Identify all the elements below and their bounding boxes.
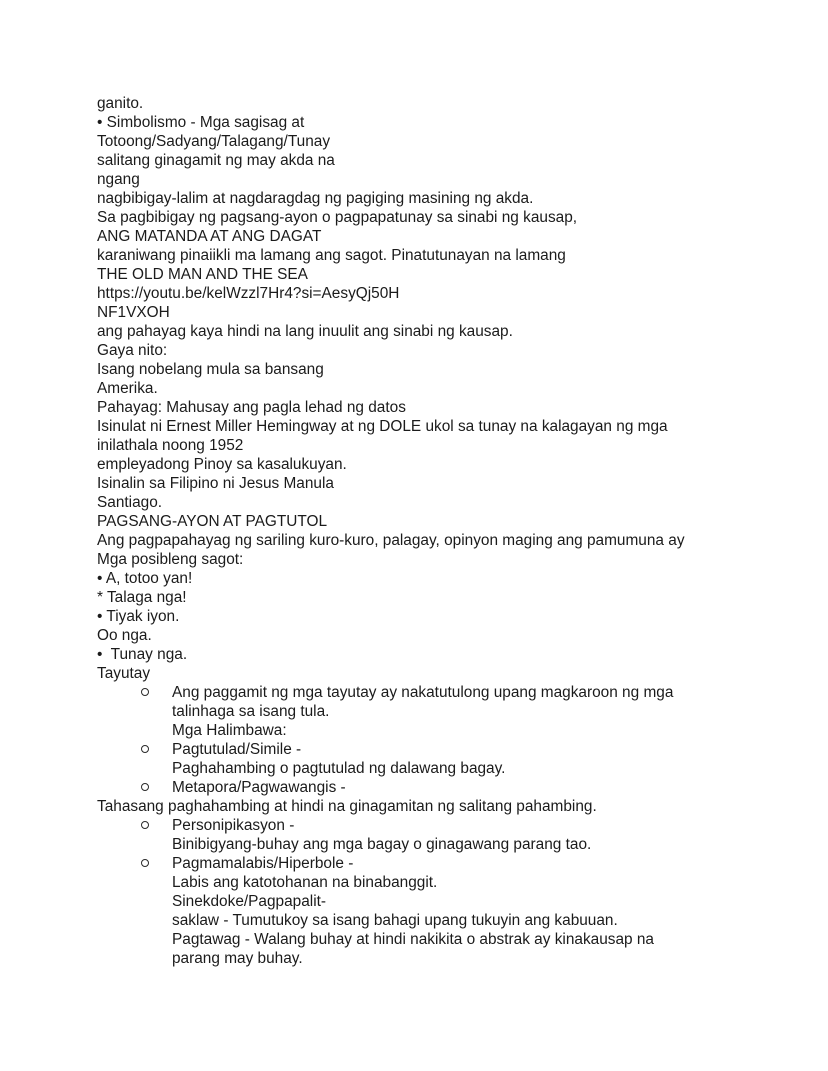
text-line-content: Labis ang katotohanan na binabanggit. xyxy=(172,874,438,891)
youtube-url-text xyxy=(97,303,787,322)
text-line xyxy=(97,930,787,949)
text-line-content: Pagtutulad/Simile - xyxy=(172,741,302,758)
text-line-content: Tahasang paghahambing at hindi na ginagamitan ng salitang pahambing. xyxy=(97,798,597,815)
text-line xyxy=(97,835,787,854)
text-line xyxy=(97,607,787,626)
text-line xyxy=(97,550,787,569)
text-line-content: parang may buhay. xyxy=(172,950,303,967)
text-line xyxy=(97,873,787,892)
text-line-content: Oo nga. xyxy=(97,627,152,644)
text-line xyxy=(97,702,787,721)
text-line xyxy=(97,645,787,664)
text-line xyxy=(97,398,787,417)
text-line-content: Sa pagbibigay ng pagsang-ayon o pagpapatunay sa sinabi ng kausap, xyxy=(97,209,578,226)
text-line-content: Mga posibleng sagot: xyxy=(97,551,244,568)
text-line-content: Isang nobelang mula sa bansang xyxy=(97,361,324,378)
text-line-content: * Talaga nga! xyxy=(97,589,187,606)
text-line-content: Isinalin sa Filipino ni Jesus Manula xyxy=(97,475,334,492)
text-line xyxy=(97,778,787,797)
text-line-content: Mga Halimbawa: xyxy=(172,722,287,739)
youtube-url-text xyxy=(97,284,787,303)
text-line-content: THE OLD MAN AND THE SEA xyxy=(97,266,308,283)
document-text-block xyxy=(97,94,787,968)
text-line-content: • Simbolismo - Mga sagisag at xyxy=(97,114,305,131)
text-line xyxy=(97,341,787,360)
text-line-content: Isinulat ni Ernest Miller Hemingway at ng DOLE ukol sa tunay na kalagayan ng mga xyxy=(97,418,668,435)
text-line xyxy=(97,854,787,873)
text-line xyxy=(97,208,787,227)
text-line xyxy=(97,113,787,132)
text-line-content: • Tunay nga. xyxy=(97,646,188,663)
text-line xyxy=(97,379,787,398)
circle-bullet-icon xyxy=(141,859,149,867)
text-line xyxy=(97,322,787,341)
text-line-content: Ang paggamit ng mga tayutay ay nakatutulong upang magkaroon ng mga xyxy=(172,684,674,701)
text-line xyxy=(97,588,787,607)
text-line-content: talinhaga sa isang tula. xyxy=(172,703,330,720)
text-line-content: inilathala noong 1952 xyxy=(97,437,244,454)
circle-bullet-icon xyxy=(141,783,149,791)
text-line xyxy=(97,132,787,151)
text-line xyxy=(97,455,787,474)
text-line xyxy=(97,740,787,759)
text-line xyxy=(97,892,787,911)
text-line-content: Pagtawag - Walang buhay at hindi nakikita o abstrak ay kinakausap na xyxy=(172,931,654,948)
circle-bullet-icon xyxy=(141,821,149,829)
text-line-content: Pagmamalabis/Hiperbole - xyxy=(172,855,354,872)
text-line xyxy=(97,170,787,189)
text-line xyxy=(97,721,787,740)
text-line xyxy=(97,436,787,455)
text-line-content: Santiago. xyxy=(97,494,163,511)
text-line-content: ang pahayag kaya hindi na lang inuulit ang sinabi ng kausap. xyxy=(97,323,513,340)
text-line xyxy=(97,265,787,284)
text-line xyxy=(97,797,787,816)
text-line xyxy=(97,189,787,208)
circle-bullet-icon xyxy=(141,688,149,696)
text-line-content: • A, totoo yan! xyxy=(97,570,193,587)
text-line xyxy=(97,417,787,436)
text-line-content: Binibigyang-buhay ang mga bagay o ginagawang parang tao. xyxy=(172,836,592,853)
text-line xyxy=(97,626,787,645)
text-line-content: Gaya nito: xyxy=(97,342,168,359)
text-line xyxy=(97,759,787,778)
text-line xyxy=(97,949,787,968)
text-line xyxy=(97,94,787,113)
text-line-content: Metapora/Pagwawangis - xyxy=(172,779,346,796)
text-line-content: ngang xyxy=(97,171,140,188)
text-line-content: Personipikasyon - xyxy=(172,817,295,834)
text-line-content: saklaw - Tumutukoy sa isang bahagi upang tukuyin ang kabuuan. xyxy=(172,912,618,929)
text-line-content: karaniwang pinaiikli ma lamang ang sagot. Pinatutunayan na lamang xyxy=(97,247,566,264)
text-line-content: Tayutay xyxy=(97,665,151,682)
text-line-content: Ang pagpapahayag ng sariling kuro-kuro, palagay, opinyon maging ang pamumuna ay xyxy=(97,532,685,549)
text-line xyxy=(97,683,787,702)
text-line-content: empleyadong Pinoy sa kasalukuyan. xyxy=(97,456,347,473)
text-line-content: Sinekdoke/Pagpapalit- xyxy=(172,893,327,910)
text-line-content: • Tiyak iyon. xyxy=(97,608,180,625)
text-line-content: NF1VXOH xyxy=(97,304,170,321)
text-line-content: PAGSANG-AYON AT PAGTUTOL xyxy=(97,513,328,530)
text-line-content: ANG MATANDA AT ANG DAGAT xyxy=(97,228,322,245)
text-line-content: salitang ginagamit ng may akda na xyxy=(97,152,335,169)
text-line-content: Paghahambing o pagtutulad ng dalawang bagay. xyxy=(172,760,506,777)
text-line xyxy=(97,569,787,588)
text-line xyxy=(97,474,787,493)
text-line xyxy=(97,246,787,265)
text-line-content: Pahayag: Mahusay ang pagla lehad ng datos xyxy=(97,399,406,416)
text-line xyxy=(97,512,787,531)
text-line xyxy=(97,360,787,379)
text-line xyxy=(97,493,787,512)
text-line-content: Amerika. xyxy=(97,380,158,397)
text-line xyxy=(97,227,787,246)
text-line xyxy=(97,911,787,930)
text-line-content: Totoong/Sadyang/Talagang/Tunay xyxy=(97,133,331,150)
text-line xyxy=(97,664,787,683)
text-line xyxy=(97,151,787,170)
text-line xyxy=(97,816,787,835)
circle-bullet-icon xyxy=(141,745,149,753)
text-line-content: nagbibigay-lalim at nagdaragdag ng pagiging masining ng akda. xyxy=(97,190,534,207)
text-line xyxy=(97,531,787,550)
text-line-content: ganito. xyxy=(97,95,144,112)
text-line-content: https://youtu.be/kelWzzl7Hr4?si=AesyQj50H xyxy=(97,285,400,302)
